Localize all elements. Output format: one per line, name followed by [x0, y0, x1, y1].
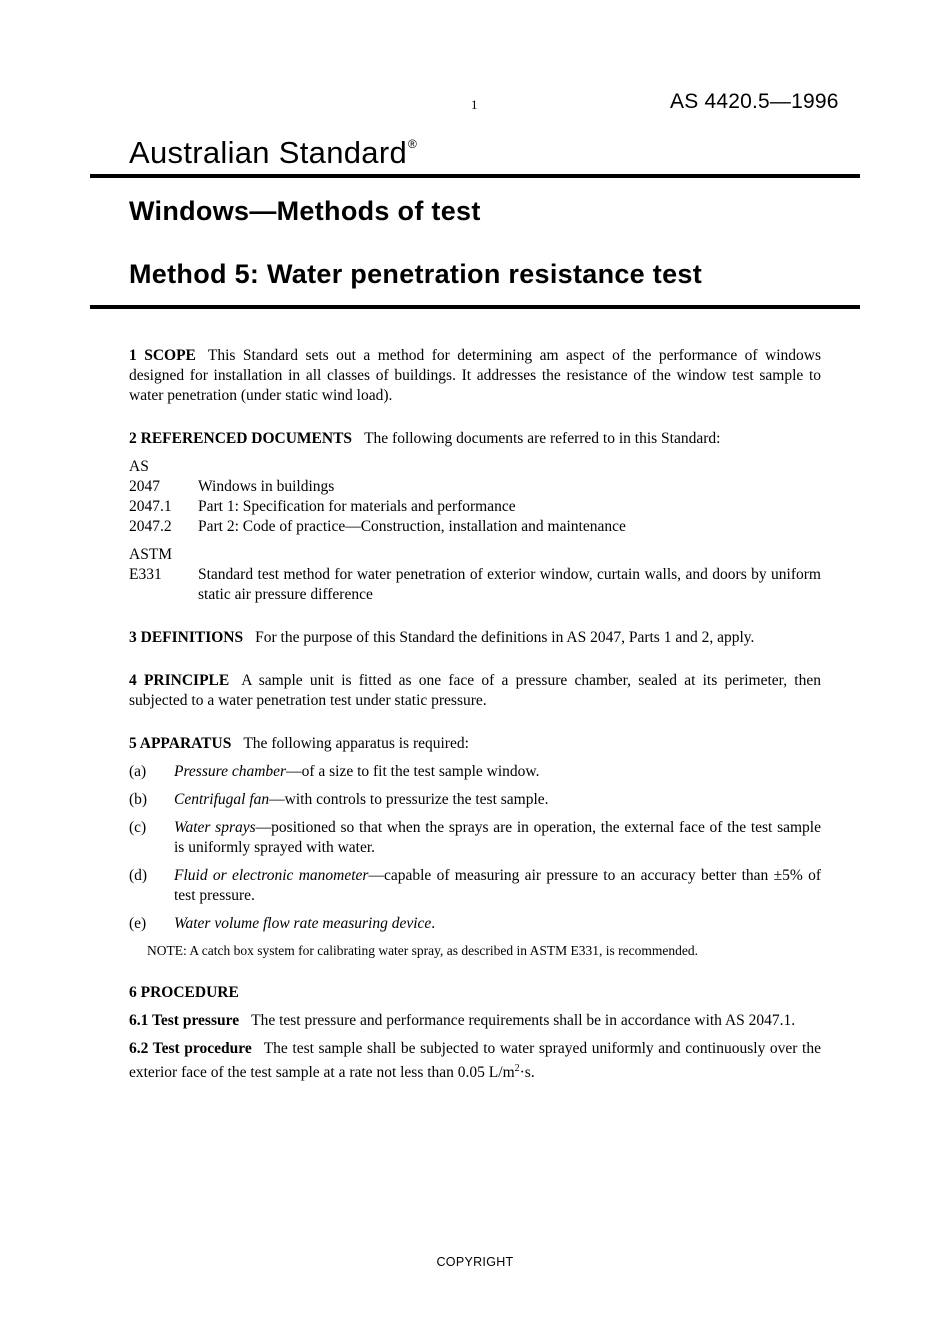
section-referenced-documents	[129, 429, 821, 449]
reference-group-label: ASTM	[129, 546, 173, 563]
section-text: For the purpose of this Standard the definitions in AS 2047, Parts 1 and 2, apply.	[255, 629, 755, 646]
item-text	[174, 866, 821, 906]
section-heading: 2 REFERENCED DOCUMENTS	[129, 430, 353, 447]
reference-desc: Standard test method for water penetration of exterior window, curtain walls, and doors by uniform static air pressure difference	[198, 566, 821, 603]
registered-mark: ®	[407, 137, 418, 151]
section-text: A sample unit is fitted as one face of a pressure chamber, sealed at its perimeter, then subjected to a water penetration test under static pressure.	[129, 672, 821, 709]
item-label: (b)	[129, 791, 148, 808]
item-rest: —of a size to fit the test sample window.	[286, 763, 540, 780]
item-text	[174, 790, 821, 810]
section-definitions	[129, 628, 821, 648]
superscript: 2	[514, 1063, 520, 1074]
section-text: The following documents are referred to in this Standard:	[364, 430, 721, 447]
item-rest: —capable of measuring air pressure to an accuracy better than ±5% of test pressure.	[174, 867, 821, 904]
section-apparatus	[129, 734, 821, 754]
reference-row	[129, 477, 821, 497]
section-procedure	[129, 983, 821, 1003]
section-heading: 5 APPARATUS	[129, 735, 232, 752]
subsection-test-pressure	[129, 1011, 821, 1031]
brand-text: Australian Standard	[129, 135, 407, 170]
item-term: Fluid or electronic manometer	[174, 867, 369, 884]
reference-row	[129, 565, 821, 605]
standard-code: AS 4420.5—1996	[670, 90, 839, 113]
reference-row	[129, 497, 821, 517]
reference-group-label: AS	[129, 458, 149, 475]
list-item	[129, 818, 821, 858]
subsection-heading: 6.1 Test pressure	[129, 1012, 240, 1029]
reference-code: 2047.1	[129, 498, 172, 515]
brand-title	[129, 135, 417, 171]
reference-code: E331	[129, 566, 162, 583]
top-rule	[90, 174, 860, 178]
reference-code: 2047.2	[129, 518, 172, 535]
section-heading: 6 PROCEDURE	[129, 984, 239, 1001]
list-item	[129, 866, 821, 906]
subsection-heading: 6.2 Test procedure	[129, 1040, 252, 1057]
section-text: The following apparatus is required:	[243, 735, 469, 752]
section-heading: 3 DEFINITIONS	[129, 629, 244, 646]
reference-desc: Part 1: Specification for materials and performance	[198, 498, 516, 515]
item-label: (a)	[129, 763, 147, 780]
apparatus-list	[129, 762, 821, 934]
document-title: Windows—Methods of test	[129, 196, 481, 226]
apparatus-note: NOTE: A catch box system for calibrating water spray, as described in ASTM E331, is recommended.	[147, 943, 698, 958]
reference-list	[129, 457, 821, 605]
item-rest: —with controls to pressurize the test sample.	[269, 791, 549, 808]
item-label: (e)	[129, 915, 147, 932]
subsection-text: The test pressure and performance requirements shall be in accordance with AS 2047.1.	[251, 1012, 796, 1029]
reference-code: 2047	[129, 478, 160, 495]
item-text	[174, 818, 821, 858]
section-scope	[129, 346, 821, 406]
list-item	[129, 914, 821, 934]
item-label: (d)	[129, 867, 148, 884]
section-principle	[129, 671, 821, 711]
reference-desc: Windows in buildings	[198, 478, 335, 495]
item-term: Water volume flow rate measuring device	[174, 915, 432, 932]
list-item	[129, 790, 821, 810]
reference-desc: Part 2: Code of practice—Construction, installation and maintenance	[198, 518, 626, 535]
item-text	[174, 762, 821, 782]
document-subtitle: Method 5: Water penetration resistance test	[129, 259, 703, 289]
copyright-footer: COPYRIGHT	[436, 1255, 514, 1269]
item-term: Water sprays	[174, 819, 256, 836]
bottom-rule	[90, 305, 860, 309]
section-heading: 1 SCOPE	[129, 347, 196, 364]
reference-row	[129, 517, 821, 537]
item-text	[174, 914, 821, 934]
section-heading: 4 PRINCIPLE	[129, 672, 230, 689]
page-number: 1	[471, 97, 478, 112]
document-body	[129, 346, 821, 1083]
section-text: This Standard sets out a method for determining am aspect of the performance of windows designed for installation in all classes of buildings. It addresses the resistance of the window test sample to water penetration (under static wind load).	[129, 347, 821, 404]
subsection-text: The test sample shall be subjected to water sprayed uniformly and continuously over the exterior face of the test sample at a rate not less than 0.05 L/m	[129, 1040, 821, 1082]
list-item	[129, 762, 821, 782]
subsection-test-procedure	[129, 1039, 821, 1083]
item-rest: .	[431, 915, 436, 932]
subsection-tail: ·s.	[519, 1064, 535, 1082]
item-term: Centrifugal fan	[174, 791, 270, 808]
item-term: Pressure chamber	[174, 763, 287, 780]
item-label: (c)	[129, 819, 147, 836]
item-rest: —positioned so that when the sprays are in operation, the external face of the test sample is uniformly sprayed with water.	[174, 819, 821, 856]
